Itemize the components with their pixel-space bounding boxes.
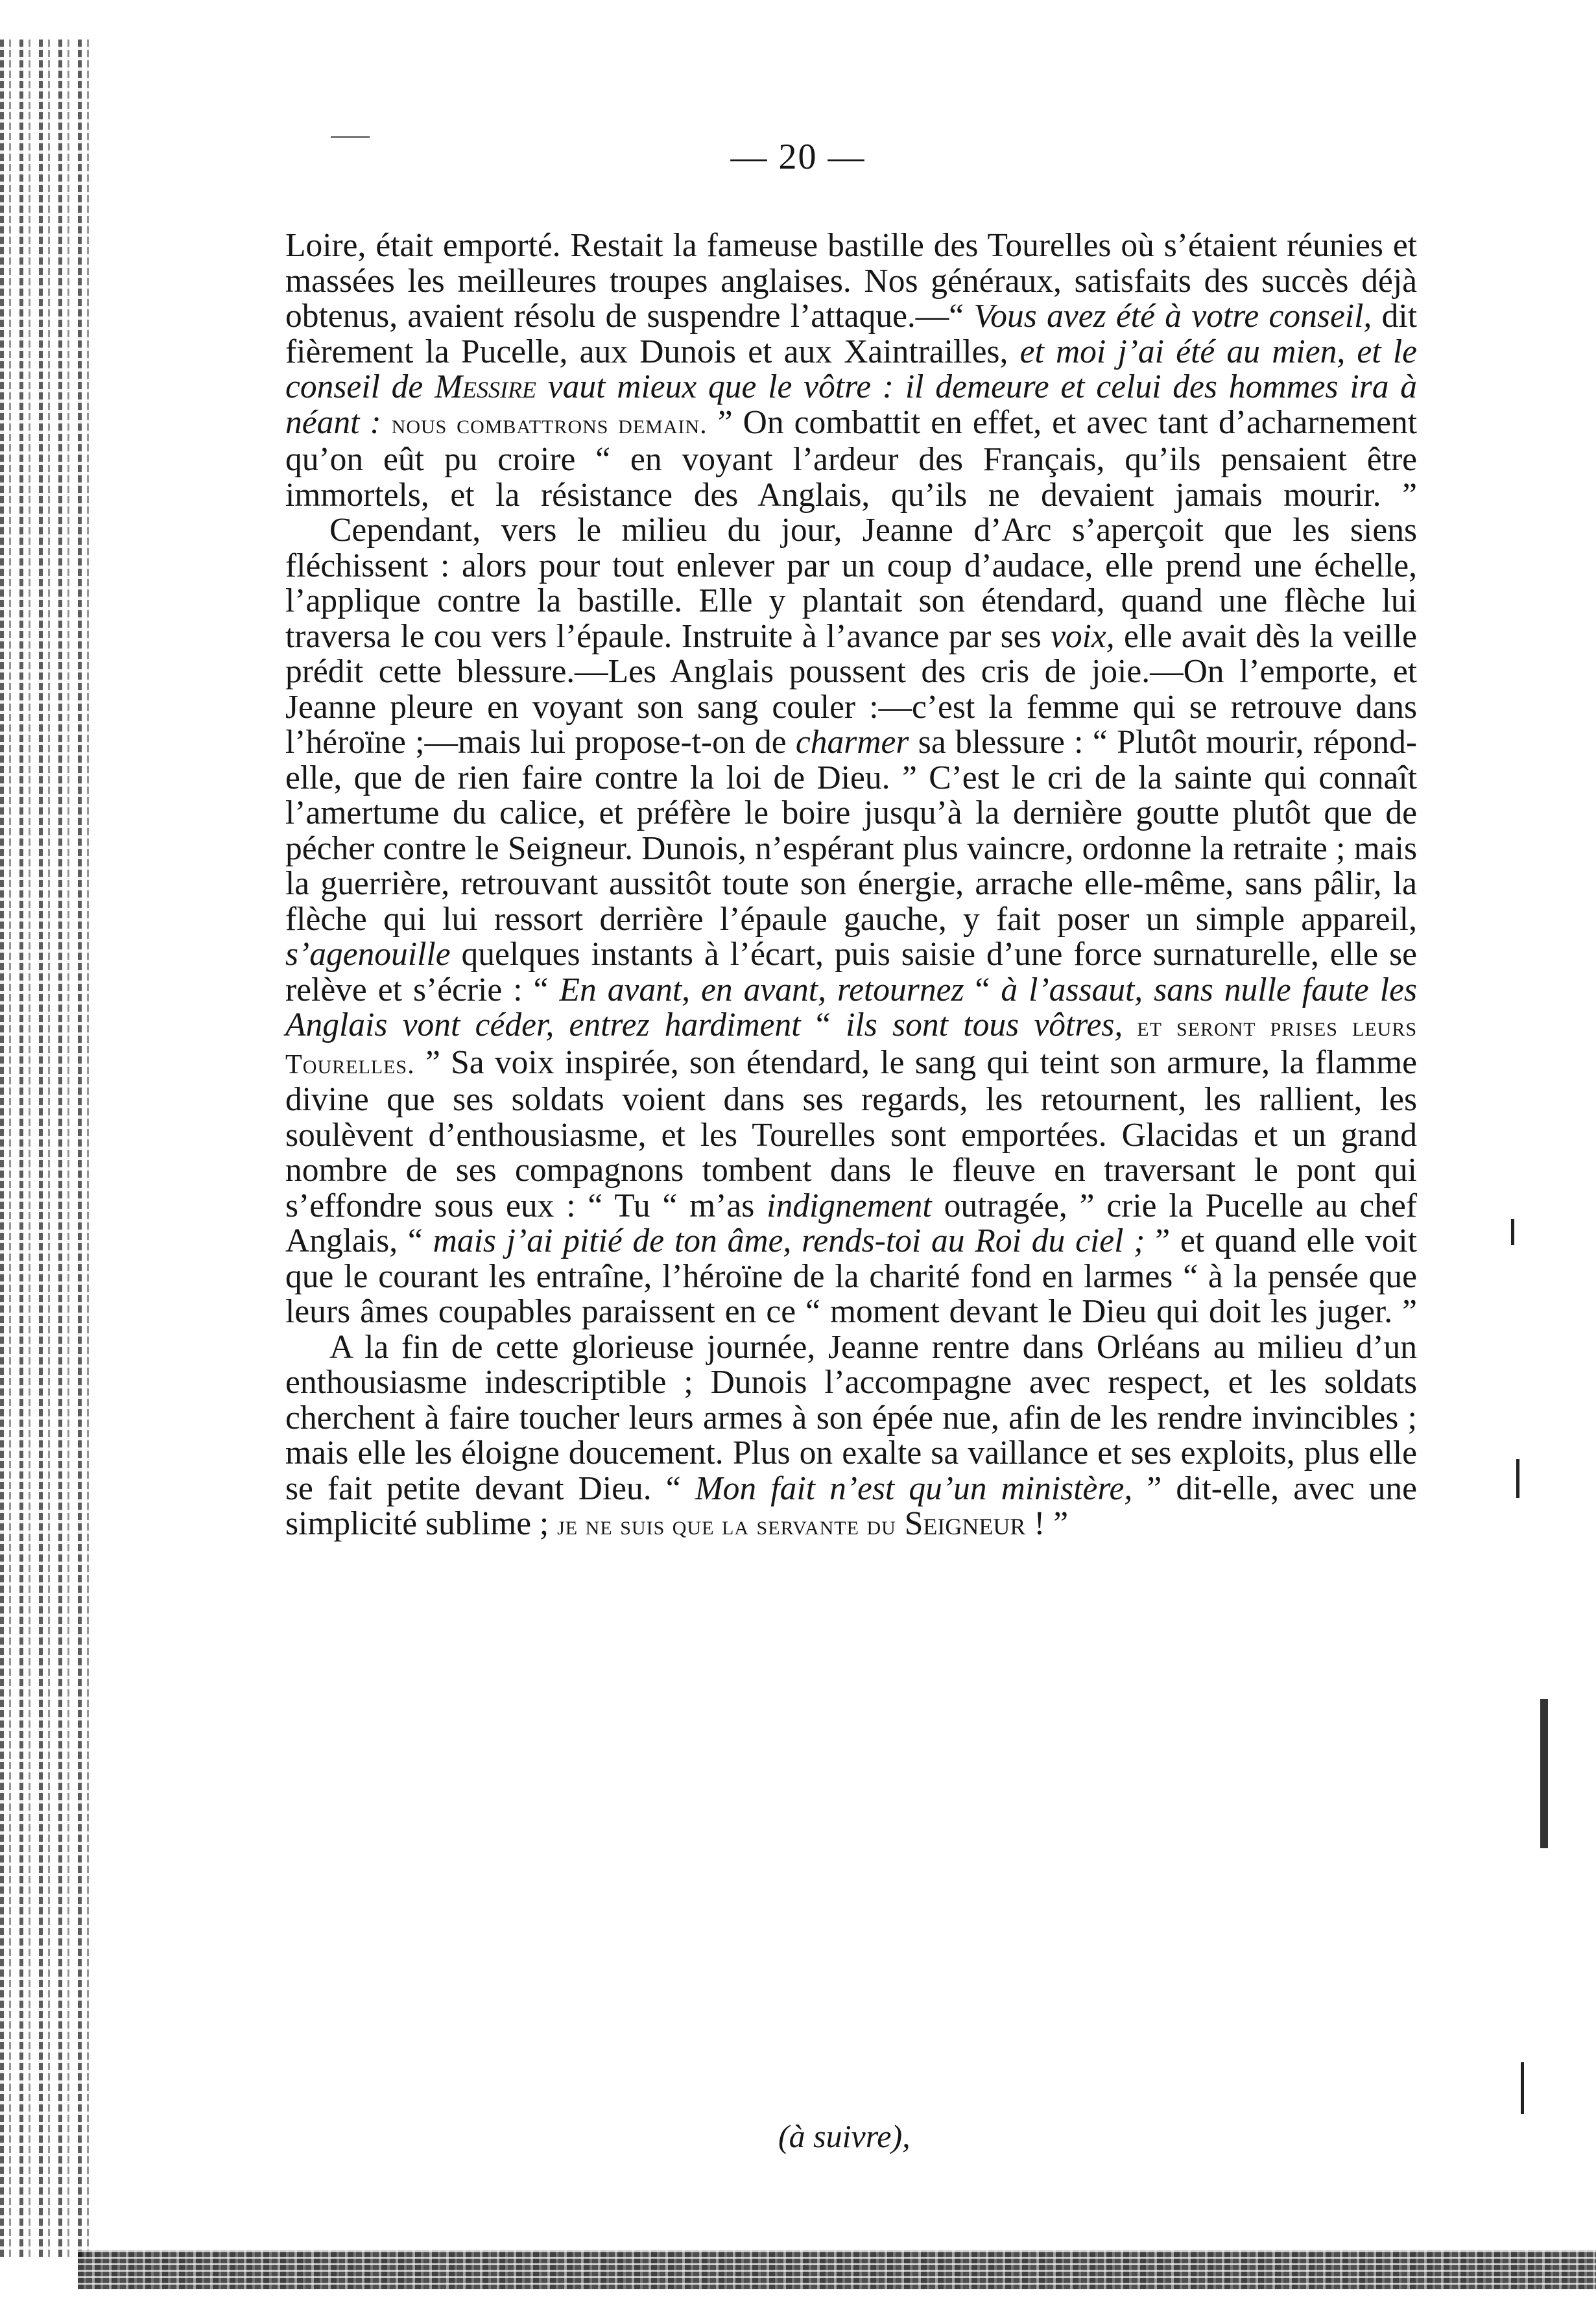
paragraph-1: Loire, était emporté. Restait la fameuse bastille des Tourelles où s’étaient réunies et massées les meilleures troupes anglaises. Nos généraux, satisfaits des succès déjà obtenus, avaient résolu de suspendre l’attaque.—“ Vous avez été à votre conseil, dit fièrement la Pucelle, aux Dunois et aux Xaintrailles, et moi j’ai été au mien, et le conseil de Messire vaut mieux que le vôtre : il demeure et celui des hommes ira à néant : nous combattrons demain. ” On combattit en effet, et avec tant d’acharnement qu’on eût pu croire “ en voyant l’ardeur des Français, qu’ils pensaient être immortels, et la résistance des Anglais, qu’ils ne devaient jamais mourir. ” bbox=[285, 227, 1418, 514]
scan-binding-edge bbox=[0, 39, 97, 2257]
paragraph-3: A la fin de cette glorieuse journée, Jeanne rentre dans Orléans au milieu d’un enthousiasme indescriptible ; Dunois l’accompagne avec respect, et les soldats cherchent à faire toucher leurs armes à son épée nue, afin de les rendre invincibles ; mais elle les éloigne doucement. Plus on exalte sa vaillance et ses exploits, plus elle se fait petite devant Dieu. “ Mon fait n’est qu’un ministère, ” dit-elle, avec une simplicité sublime ; je ne suis que la servante du Seigneur ! ” bbox=[285, 1328, 1418, 1542]
body-text bbox=[285, 228, 1417, 1544]
paragraph-2: Cependant, vers le milieu du jour, Jeanne d’Arc s’aperçoit que les siens fléchissent : alors pour tout enlever par un coup d’audace, elle prend une échelle, l’applique contre la bastille. Elle y plantait son étendard, quand une flèche lui traversa le cou vers l’épaule. Instruite à l’avance par ses voix, elle avait dès la veille prédit cette blessure.—Les Anglais poussent des cris de joie.—On l’emporte, et Jeanne pleure en voyant son sang couler :—c’est la femme qui se retrouve dans l’héroïne ;—mais lui propose-t-on de charmer sa blessure : “ Plutôt mourir, répond-elle, que de rien faire contre la loi de Dieu. ” C’est le cri de la sainte qui connaît l’amertume du calice, et préfère le boire jusqu’à la dernière goutte plutôt que de pécher contre le Seigneur. Dunois, n’espérant plus vaincre, ordonne la retraite ; mais la guerrière, retrouvant aussitôt toute son énergie, arrache elle-même, sans pâlir, la flèche qui lui ressort derrière l’épaule gauche, y fait poser un simple appareil, s’agenouille quelques instants à l’écart, puis saisie d’une force surnaturelle, elle se relève et s’écrie : “ En avant, en avant, retournez “ à l’assaut, sans nulle faute les Anglais vont céder, entrez hardiment “ ils sont tous vôtres, et seront prises leurs Tourelles. ” Sa voix inspirée, son étendard, le sang qui teint son armure, la flamme divine que ses soldats voient dans ses regards, les retournent, les rallient, les soulèvent d’enthousiasme, et les Tourelles sont emportées. Glacidas et un grand nombre de ses compagnons tombent dans le fleuve en traversant le pont qui s’effondre sous eux : “ Tu “ m’as indignement outragée, ” crie la Pucelle au chef Anglais, “ mais j’ai pitié de ton âme, rends-toi au Roi du ciel ; ” et quand elle voit que le courant les entraîne, l’héroïne de la charité fond en larmes “ à la pensée que leurs âmes coupables paraissent en ce “ moment devant le Dieu qui doit les juger. ” bbox=[285, 512, 1418, 1330]
to-be-continued: (à suivre), bbox=[778, 2118, 911, 2154]
page-number: — 20 — bbox=[730, 137, 866, 177]
scan-bottom-edge bbox=[78, 2250, 1596, 2289]
scan-speck bbox=[331, 136, 370, 138]
scan-speck bbox=[1521, 2062, 1524, 2114]
scan-speck bbox=[1511, 1219, 1514, 1245]
scan-speck bbox=[1516, 1459, 1519, 1498]
scan-speck bbox=[1540, 1699, 1548, 1848]
